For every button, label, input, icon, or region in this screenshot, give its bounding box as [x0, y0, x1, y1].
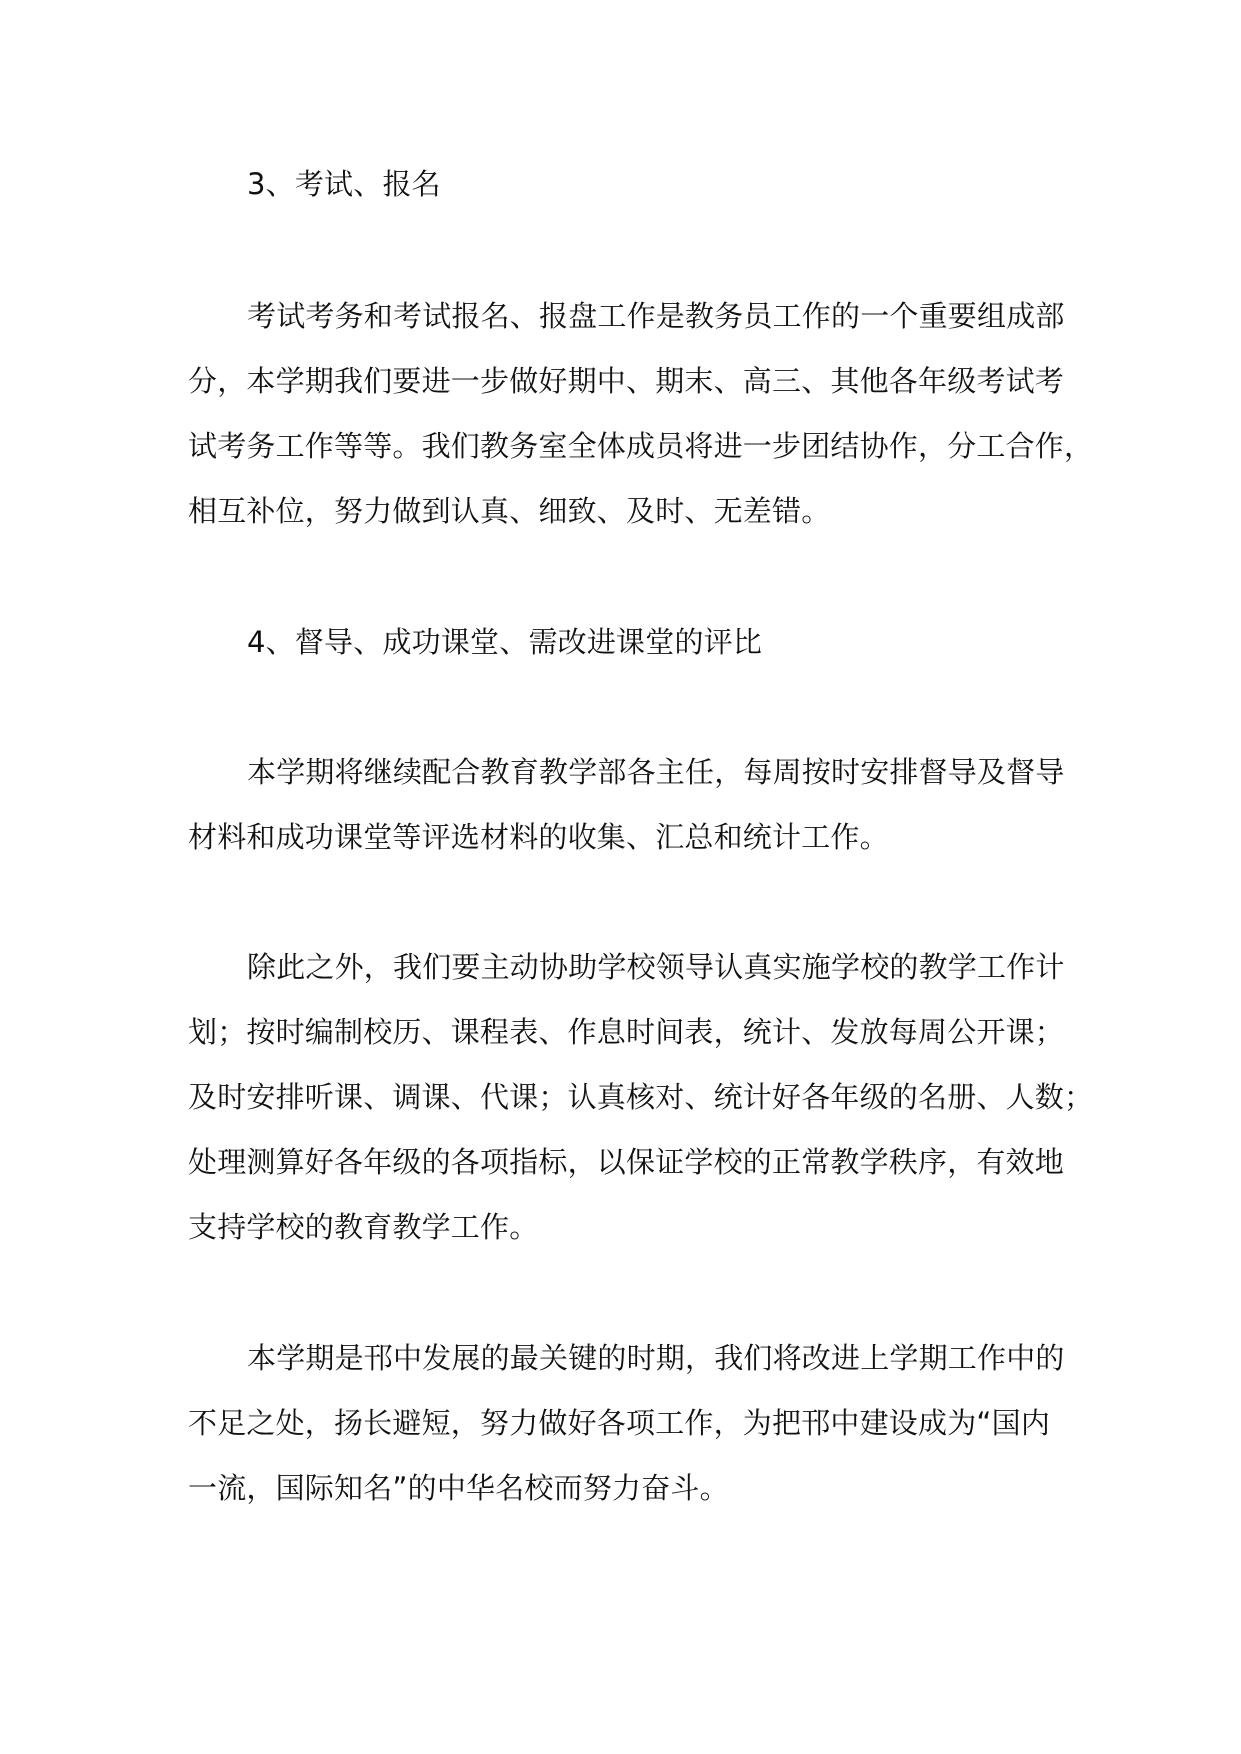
paragraph-line: 一流，国际知名”的中华名校而努力奋斗。: [188, 1471, 729, 1505]
paragraph-line: 划；按时编制校历、课程表、作息时间表，统计、发放每周公开课；: [188, 1015, 1065, 1049]
section-heading-3: 3、考试、报名: [247, 167, 441, 201]
paragraph-line: 相互补位，努力做到认真、细致、及时、无差错。: [188, 494, 831, 528]
paragraph-line: 处理测算好各年级的各项指标，以保证学校的正常教学秩序，有效地: [188, 1145, 1065, 1179]
paragraph-line: 除此之外，我们要主动协助学校领导认真实施学校的教学工作计: [247, 950, 1065, 984]
paragraph-line: 本学期将继续配合教育教学部各主任，每周按时安排督导及督导: [247, 755, 1065, 789]
paragraph-line: 材料和成功课堂等评选材料的收集、汇总和统计工作。: [188, 820, 889, 854]
paragraph-line: 分，本学期我们要进一步做好期中、期末、高三、其他各年级考试考: [188, 364, 1065, 398]
section-heading-4: 4、督导、成功课堂、需改进课堂的评比: [247, 625, 763, 659]
paragraph-line: 试考务工作等等。我们教务室全体成员将进一步团结协作，分工合作，: [188, 429, 1094, 463]
paragraph-line: 支持学校的教育教学工作。: [188, 1210, 539, 1244]
paragraph-line: 及时安排听课、调课、代课；认真核对、统计好各年级的名册、人数；: [188, 1080, 1094, 1114]
paragraph-line: 不足之处，扬长避短，努力做好各项工作，为把邗中建设成为“国内: [188, 1406, 1051, 1440]
paragraph-line: 考试考务和考试报名、报盘工作是教务员工作的一个重要组成部: [247, 299, 1065, 333]
paragraph-line: 本学期是邗中发展的最关键的时期，我们将改进上学期工作中的: [247, 1341, 1065, 1375]
